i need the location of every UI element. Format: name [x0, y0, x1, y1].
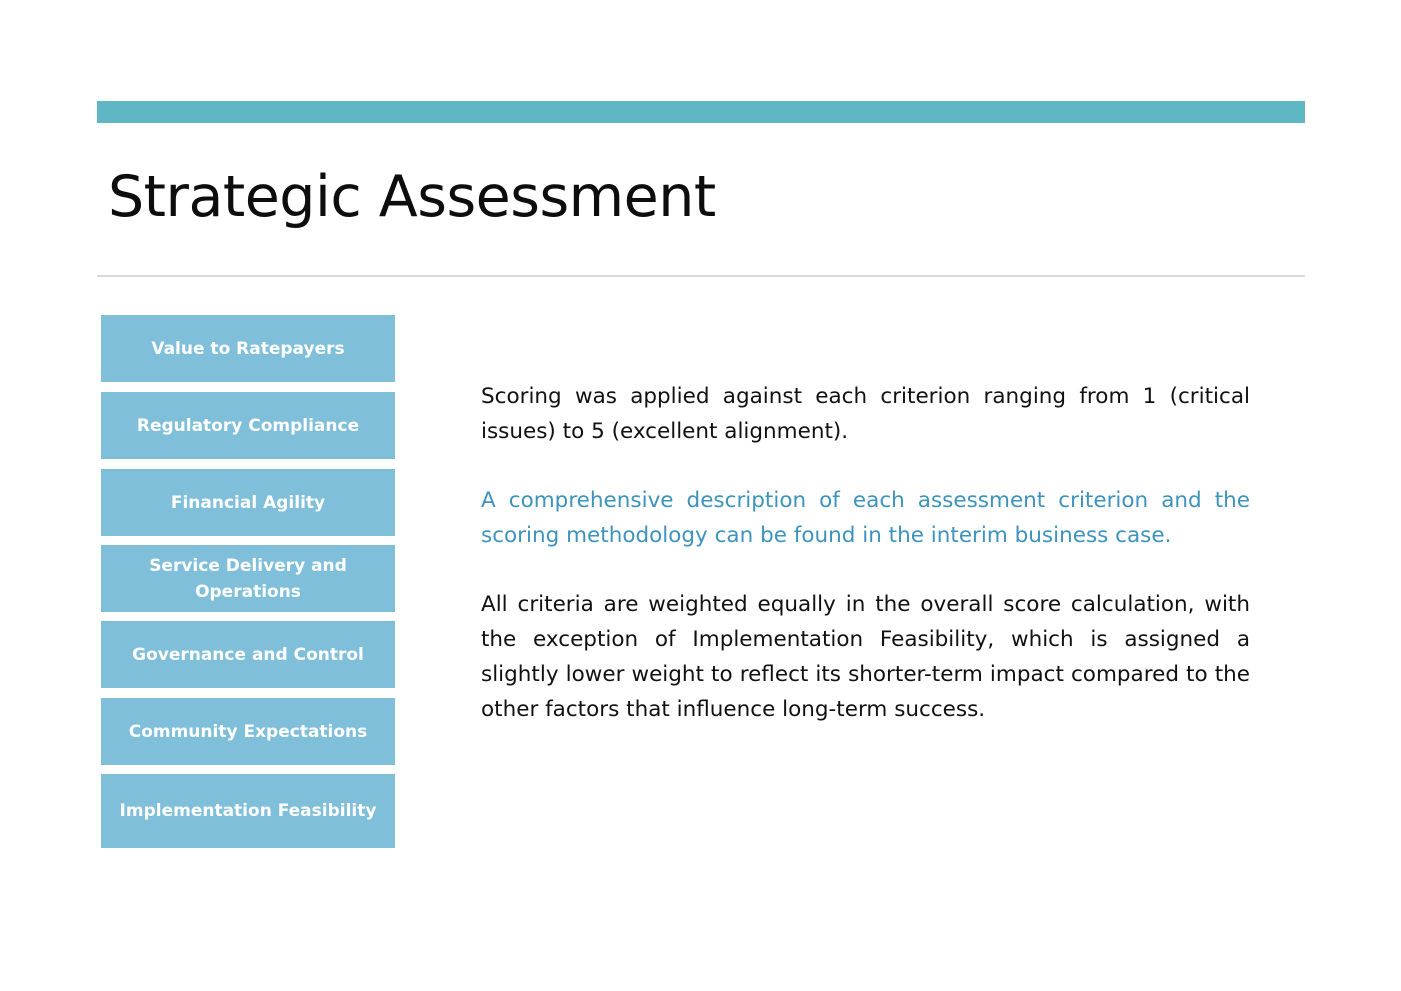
accent-bar: [97, 101, 1305, 123]
weighting-paragraph: All criteria are weighted equally in the overall score calculation, with the exception of Implementation Feasibility, which is assigned a slightly lower weight to reflect its shorter-term impact compared to the other factors that influence long-term success.: [481, 592, 1250, 722]
reference-paragraph: A comprehensive description of each assessment criterion and the scoring methodology can be found in the interim business case.: [481, 488, 1250, 548]
criterion-value-to-ratepayers: Value to Ratepayers: [101, 315, 395, 382]
criterion-financial-agility: Financial Agility: [101, 469, 395, 536]
title-divider: [97, 275, 1305, 277]
body-text: [481, 379, 1250, 761]
page-title: Strategic Assessment: [108, 164, 716, 230]
criterion-regulatory-compliance: Regulatory Compliance: [101, 392, 395, 459]
criterion-governance-control: Governance and Control: [101, 621, 395, 688]
criterion-service-delivery: Service Delivery and Operations: [101, 545, 395, 612]
scoring-paragraph: Scoring was applied against each criterion ranging from 1 (critical issues) to 5 (excellent alignment).: [481, 384, 1250, 444]
criterion-implementation-feasibility: Implementation Feasibility: [101, 774, 395, 848]
criterion-community-expectations: Community Expectations: [101, 698, 395, 765]
